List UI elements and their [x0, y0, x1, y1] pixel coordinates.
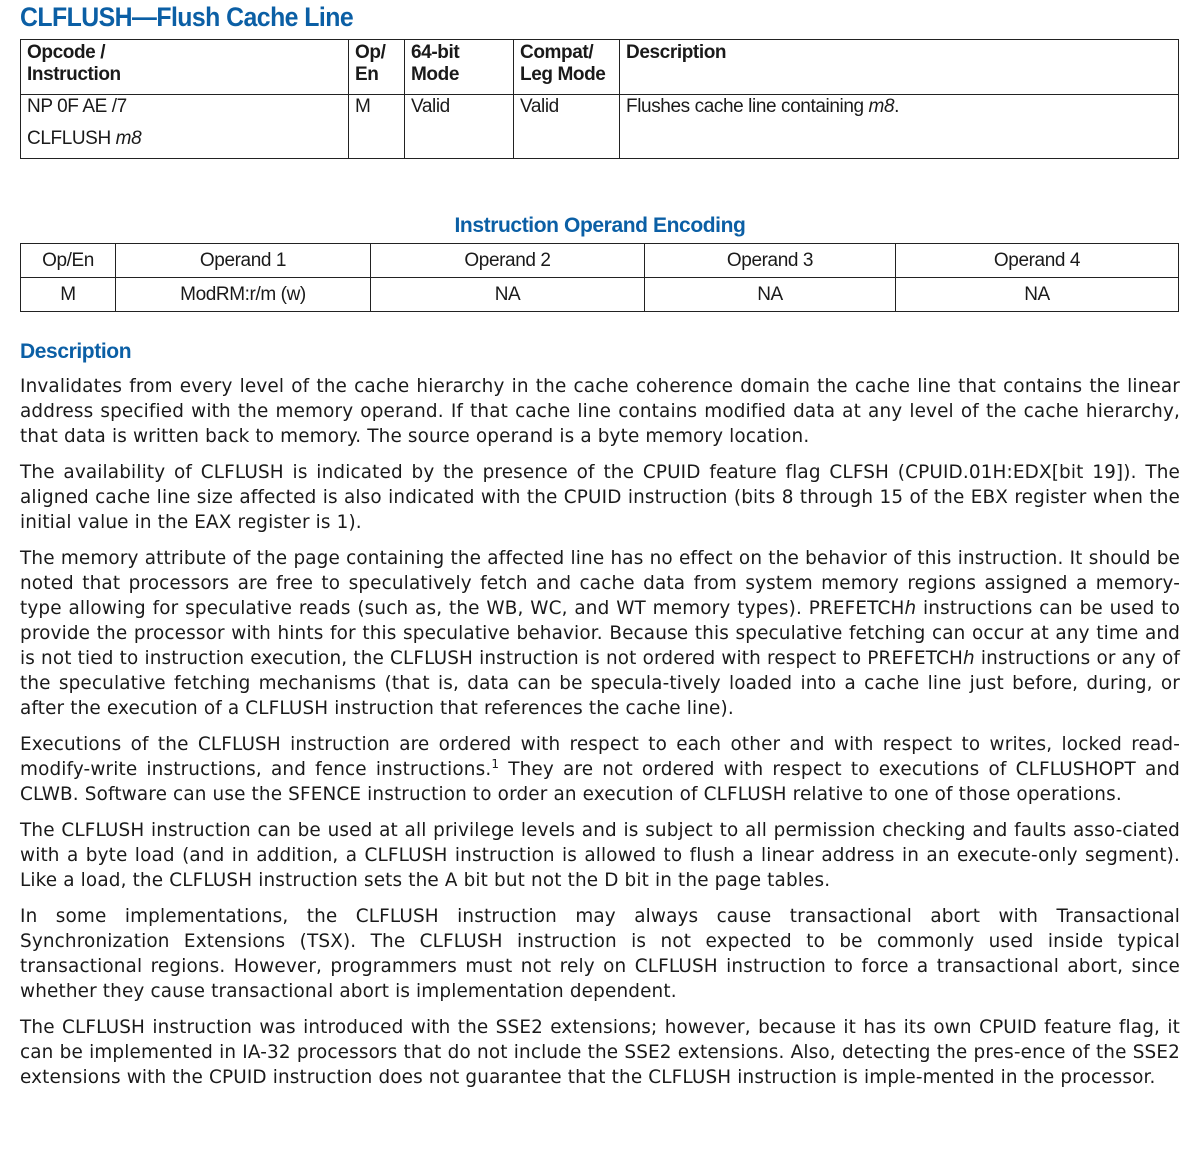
page-title: CLFLUSH—Flush Cache Line [20, 2, 354, 32]
header-text: 64-bit [411, 42, 460, 63]
cell-op-en: M [349, 95, 405, 159]
description-paragraph-3 [20, 546, 1180, 721]
header-operand-4: Operand 4 [896, 244, 1179, 278]
description-heading: Description [20, 340, 132, 363]
paragraph-text: They are not ordered with respect to executions of CLFLUSHOPT and CLWB. Software can use the SFENCE instruction to order an execution of CLFLUSH relative to one of those operations. [20, 759, 1180, 805]
header-compat-leg-mode [514, 40, 620, 95]
table-row [21, 95, 1179, 159]
operand-encoding-table [20, 243, 1179, 312]
italic-suffix: h [904, 598, 917, 619]
cell-description [620, 95, 1179, 159]
cell-opcode-instruction [21, 95, 349, 159]
description-body [20, 374, 1180, 1101]
header-text: Op/ [355, 42, 386, 63]
description-paragraph-4 [20, 732, 1180, 807]
description-paragraph-1: Invalidates from every level of the cache hierarchy in the cache coherence domain the cache line that contains the linear address specified with the memory operand. If that cache line contains modified data at any level of the cache hierarchy, that data is written back to memory. The source operand is a byte memory location. [20, 376, 1180, 447]
cell-operand-1: ModRM:r/m (w) [116, 278, 371, 312]
paragraph-text: The memory attribute of the page containing the affected line has no effect on the behavior of this instruction. It should be noted that processors are free to speculatively fetch and cache data from system memory regions assigned a memory-type allowing for speculative reads (such as, the WB, WC, and WT memory types). PREFETCH [20, 548, 1180, 619]
description-paragraph-7: The CLFLUSH instruction was introduced with the SSE2 extensions; however, because it has its own CPUID feature flag, it can be implemented in IA-32 processors that do not include the SSE2 extensions. Also, detecting the pres-ence of the SSE2 extensions with the CPUID instruction does not guarantee that the CLFLUSH instruction is imple-mented in the processor. [20, 1017, 1180, 1088]
header-text: Compat/ [520, 42, 594, 63]
header-operand-3: Operand 3 [645, 244, 896, 278]
description-paragraph-2: The availability of CLFLUSH is indicated by the presence of the CPUID feature flag CLFSH (CPUID.01H:EDX[bit 19]). The aligned cache line size affected is also indicated with the CPUID instruction (bits 8 through 15 of the EBX register when the initial value in the EAX register is 1). [20, 462, 1180, 533]
description-end: . [894, 96, 900, 117]
header-description [620, 40, 1179, 95]
header-op-en: Op/En [21, 244, 116, 278]
header-text: Opcode / [27, 42, 106, 63]
description-paragraph-5: The CLFLUSH instruction can be used at all privilege levels and is subject to all permission checking and faults asso-ciated with a byte load (and in addition, a CLFLUSH instruction is allowed to flush a linear address in an execute-only segment). Like a load, the CLFLUSH instruction sets the A bit but not the D bit in the page tables. [20, 820, 1180, 891]
encoding-table-title: Instruction Operand Encoding [454, 214, 746, 237]
footnote-marker[interactable]: 1 [491, 757, 500, 771]
cell-op-en: M [21, 278, 116, 312]
paragraph-text: instructions or any of the speculative fetching mechanisms (that is, data can be specula-tively loaded into a cache line just before, during, or after the execution of a CLFLUSH instruction that references the cache line). [20, 648, 1180, 719]
header-64bit-mode [405, 40, 514, 95]
cell-64bit-mode: Valid [405, 95, 514, 159]
description-paragraph-6: In some implementations, the CLFLUSH instruction may always cause transactional abort with Transactional Synchronization Extensions (TSX). The CLFLUSH instruction is not expected to be commonly used inside typical transactional regions. However, programmers must not rely on CLFLUSH instruction to force a transactional abort, since whether they cause transactional abort is implementation dependent. [20, 906, 1180, 1002]
paragraph-text: Executions of the CLFLUSH instruction are ordered with respect to each other and with respect to writes, locked read-modify-write instructions, and fence instructions. [20, 734, 1180, 780]
cell-operand-2: NA [371, 278, 645, 312]
header-text: Instruction [27, 64, 121, 85]
cell-compat-leg-mode: Valid [514, 95, 620, 159]
instruction-mnemonic: CLFLUSH [27, 128, 116, 149]
opcode-table-header-row [21, 40, 1179, 95]
opcode-text: NP 0F AE /7 [27, 96, 127, 117]
italic-suffix: h [963, 648, 975, 669]
header-text: Leg Mode [520, 64, 606, 85]
encoding-header-row [21, 244, 1179, 278]
header-op-en [349, 40, 405, 95]
paragraph-text: instructions can be used to provide the processor with hints for this speculative behavior. Because this speculative fetching can occur at any time and is not tied to instruction execution, the CLFLUSH instruction is not ordered with respect to PREFETCH [20, 598, 1180, 669]
header-text: En [355, 64, 379, 85]
header-operand-1: Operand 1 [116, 244, 371, 278]
cell-operand-3: NA [645, 278, 896, 312]
header-text: Description [626, 42, 727, 63]
description-text: Flushes cache line containing [626, 96, 869, 117]
header-operand-2: Operand 2 [371, 244, 645, 278]
instruction-text [27, 128, 342, 150]
instruction-operand: m8 [115, 128, 142, 149]
header-opcode-instruction [21, 40, 349, 95]
opcode-table [20, 39, 1179, 159]
description-operand: m8 [868, 96, 895, 117]
cell-operand-4: NA [896, 278, 1179, 312]
table-row [21, 278, 1179, 312]
header-text: Mode [411, 64, 460, 85]
